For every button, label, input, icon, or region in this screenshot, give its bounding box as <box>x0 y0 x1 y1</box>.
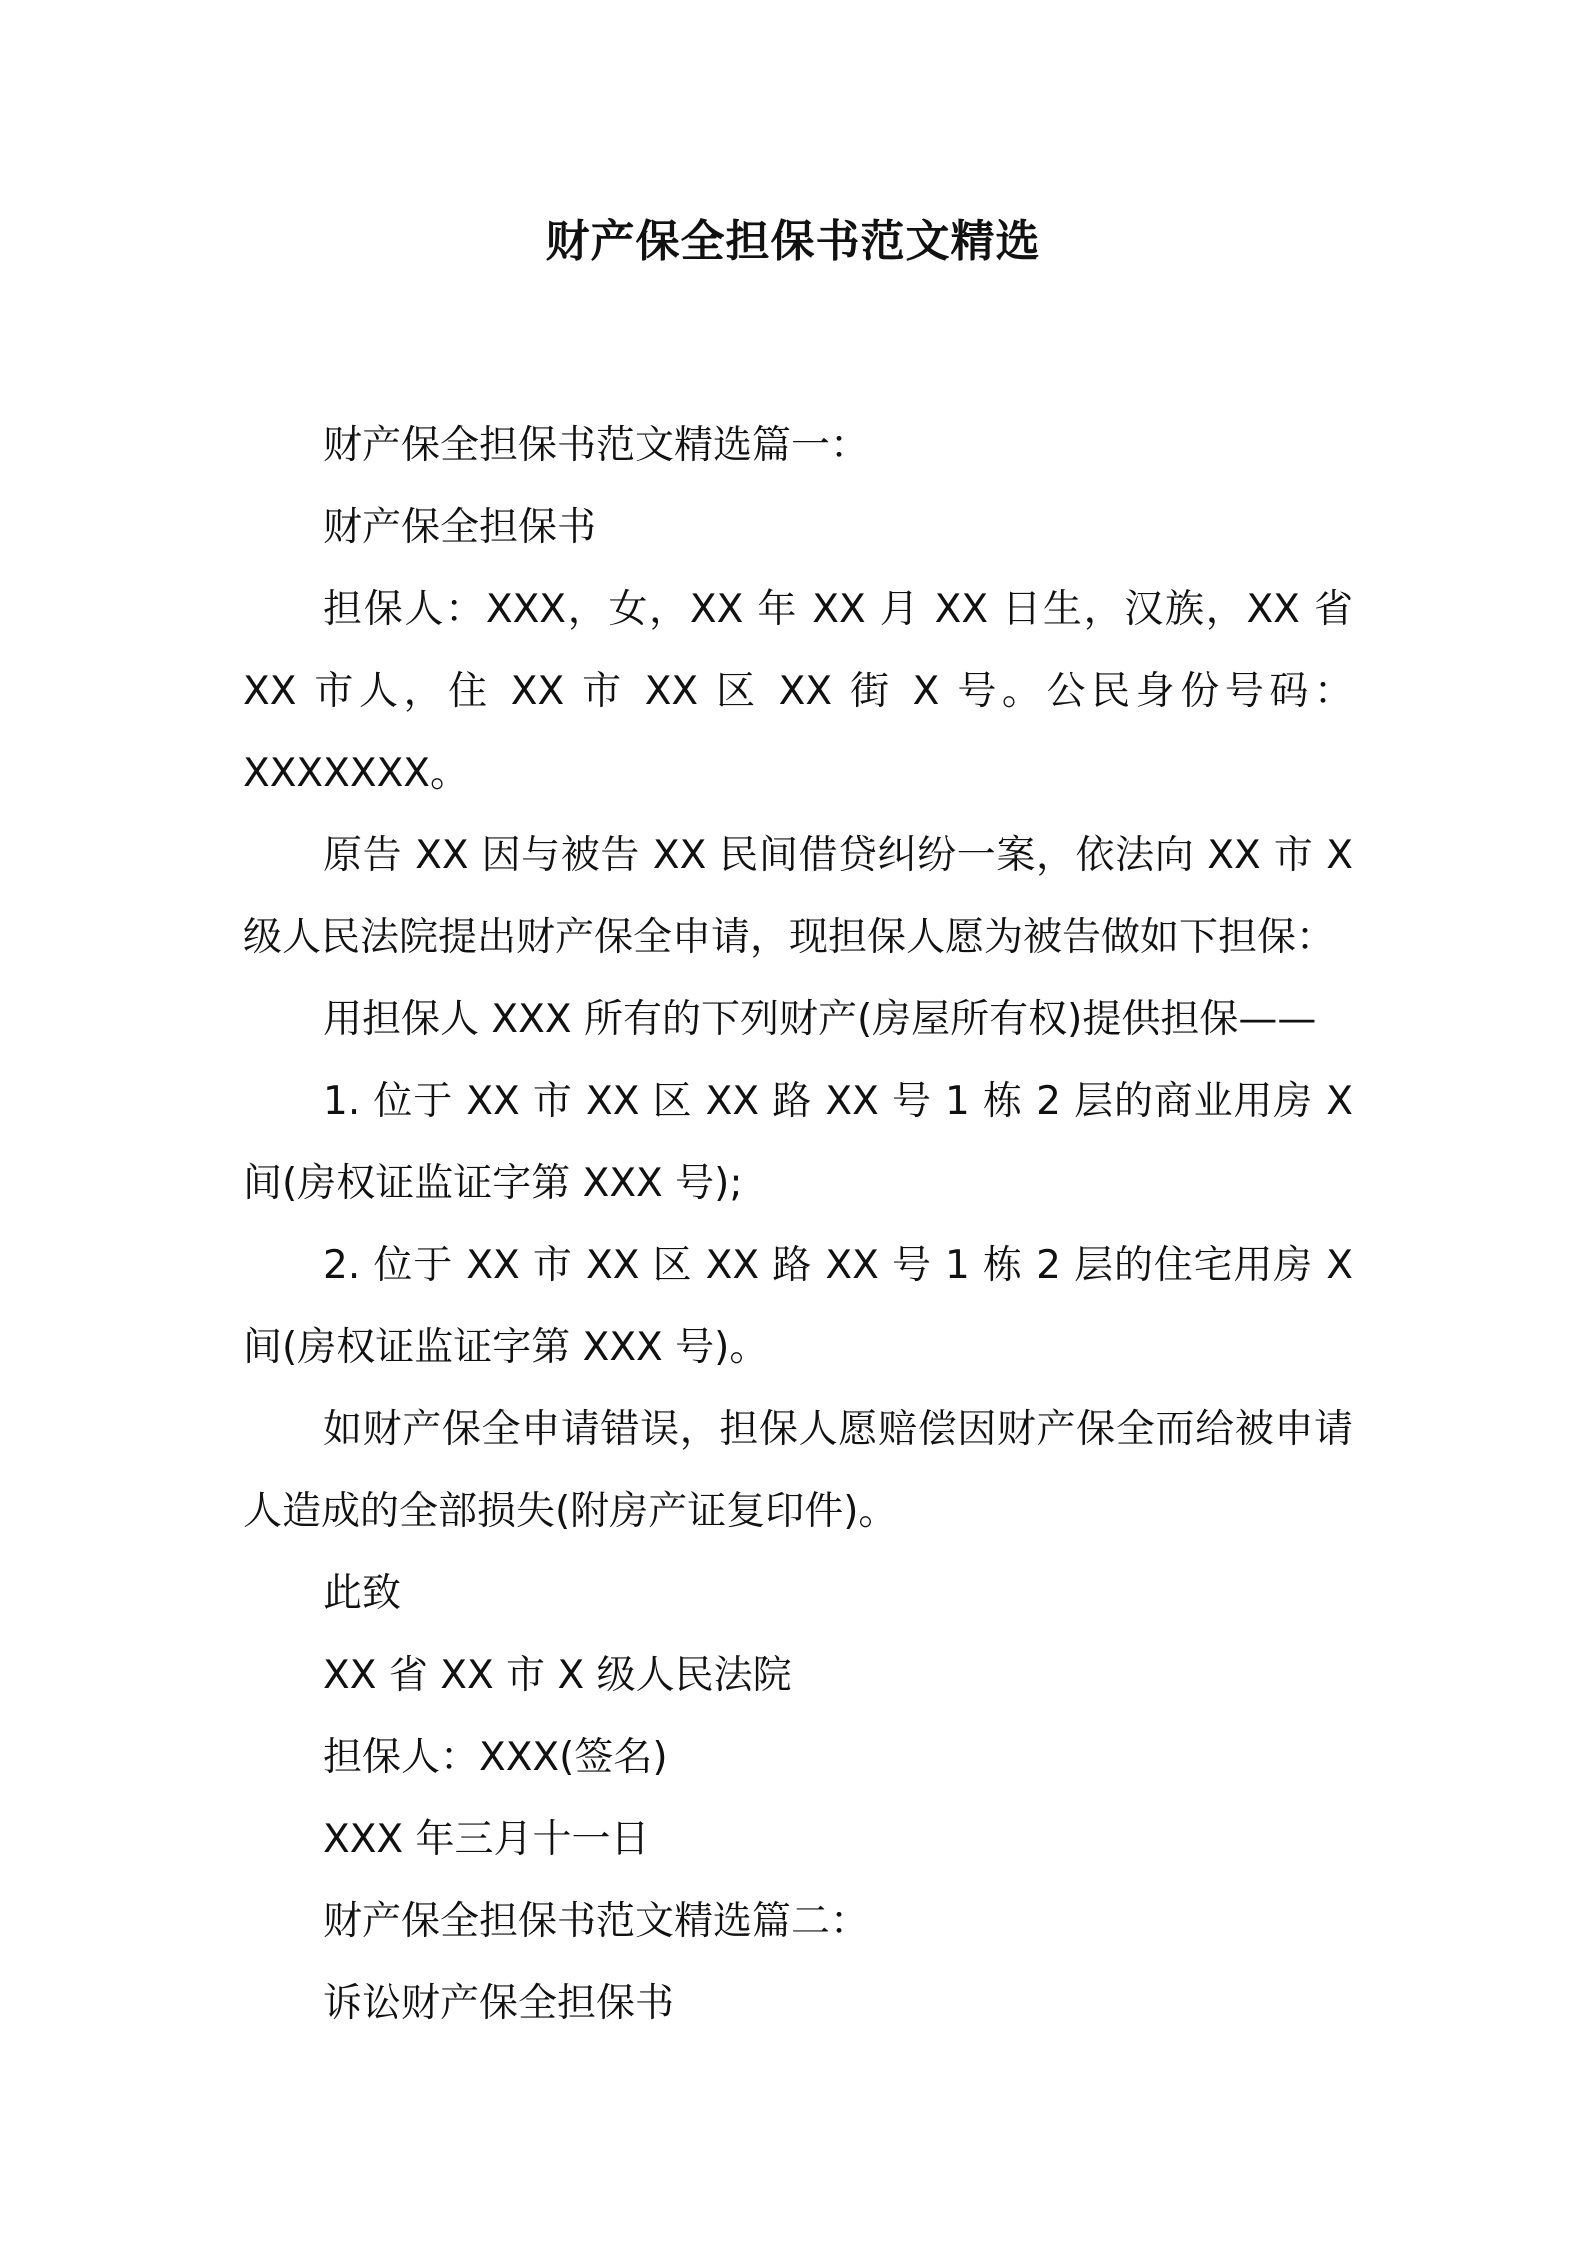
property-guarantee-paragraph: 用担保人 XXX 所有的下列财产(房屋所有权)提供担保—— <box>323 997 1317 1042</box>
document-title: 财产保全担保书范文精选 <box>545 216 1041 267</box>
subsection-heading-two: 诉讼财产保全担保书 <box>323 1981 675 2026</box>
case-description-paragraph: 原告 XX 因与被告 XX 民间借贷纠纷一案，依法向 XX 市 X 级人民法院提出财产保全申请，现担保人愿为被告做如下担保： <box>243 833 1353 960</box>
guarantor-info-paragraph: 担保人：XXX，女，XX 年 XX 月 XX 日生，汉族，XX 省 XX 市人，住 XX 市 XX 区 XX 街 X 号。公民身份号码：XXXXXXX。 <box>243 587 1353 796</box>
court-recipient: XX 省 XX 市 X 级人民法院 <box>323 1653 792 1698</box>
date-line: XXX 年三月十一日 <box>323 1817 650 1862</box>
guarantor-signature-line: 担保人：XXX(签名) <box>323 1735 668 1780</box>
document-body <box>243 405 1353 2045</box>
property-item-1: 1. 位于 XX 市 XX 区 XX 路 XX 号 1 栋 2 层的商业用房 X 间(房权证监证字第 XXX 号); <box>243 1079 1353 1206</box>
section-heading-part-one: 财产保全担保书范文精选篇一： <box>323 423 870 468</box>
property-item-2: 2. 位于 XX 市 XX 区 XX 路 XX 号 1 栋 2 层的住宅用房 X 间(房权证监证字第 XXX 号)。 <box>243 1243 1353 1370</box>
compensation-paragraph: 如财产保全申请错误，担保人愿赔偿因财产保全而给被申请人造成的全部损失(附房产证复印件)。 <box>243 1407 1353 1534</box>
salutation: 此致 <box>323 1571 402 1616</box>
section-heading-part-two: 财产保全担保书范文精选篇二： <box>323 1899 870 1944</box>
subsection-heading: 财产保全担保书 <box>323 505 597 550</box>
